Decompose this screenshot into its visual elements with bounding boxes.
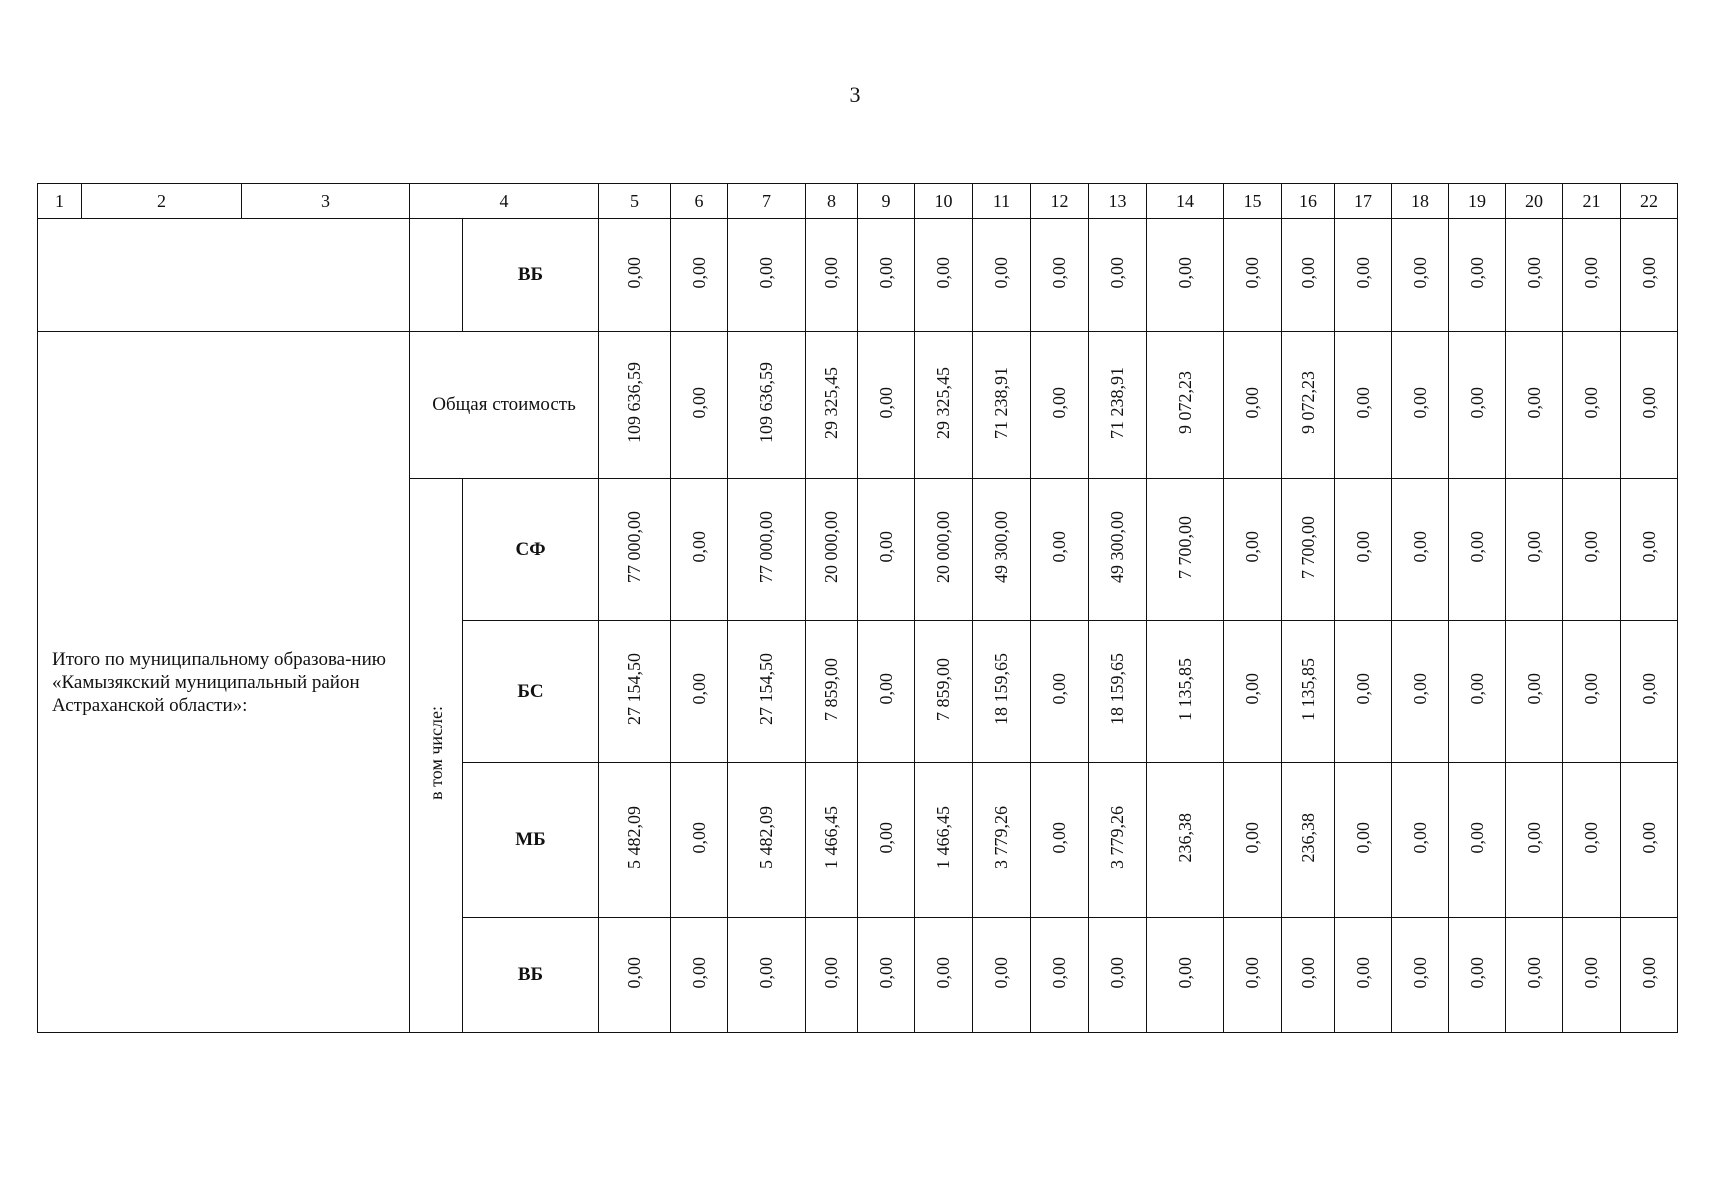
value-text: 0,00 bbox=[1107, 956, 1127, 989]
value-text: 0,00 bbox=[1638, 821, 1659, 854]
header-cell: 22 bbox=[1621, 184, 1678, 219]
value-cell bbox=[1563, 763, 1621, 918]
value-text: 0,00 bbox=[1638, 386, 1659, 419]
value-text: 0,00 bbox=[1466, 386, 1487, 419]
value-text: 0,00 bbox=[1581, 386, 1601, 419]
value-text: 0,00 bbox=[875, 256, 896, 289]
value-cell bbox=[728, 918, 806, 1033]
value-cell bbox=[1031, 332, 1089, 479]
value-cell bbox=[1449, 621, 1506, 763]
value-text: 20 000,00 bbox=[933, 511, 953, 583]
value-cell bbox=[806, 332, 858, 479]
value-text: 0,00 bbox=[688, 956, 709, 989]
value-text: 0,00 bbox=[1242, 256, 1262, 289]
header-cell: 5 bbox=[599, 184, 671, 219]
category-cell: ВБ bbox=[463, 219, 599, 332]
value-text: 0,00 bbox=[688, 531, 709, 563]
value-text: 0,00 bbox=[1523, 821, 1544, 854]
value-cell bbox=[1224, 621, 1282, 763]
budget-table bbox=[37, 183, 1678, 1033]
value-text: 0,00 bbox=[1242, 956, 1262, 989]
value-cell bbox=[1224, 763, 1282, 918]
value-cell bbox=[671, 918, 728, 1033]
category-cell: СФ bbox=[463, 479, 599, 621]
value-cell bbox=[599, 332, 671, 479]
value-text: 5 482,09 bbox=[756, 806, 776, 869]
value-cell bbox=[1282, 219, 1335, 332]
value-cell bbox=[599, 621, 671, 763]
value-text: 0,00 bbox=[1409, 956, 1430, 989]
value-cell bbox=[1282, 479, 1335, 621]
value-text: 0,00 bbox=[1242, 386, 1262, 419]
value-text: 236,38 bbox=[1297, 812, 1318, 863]
value-text: 7 859,00 bbox=[821, 657, 841, 721]
header-cell: 18 bbox=[1392, 184, 1449, 219]
value-cell bbox=[728, 332, 806, 479]
value-text: 0,00 bbox=[1581, 956, 1601, 989]
value-text: 0,00 bbox=[1523, 956, 1544, 989]
value-cell bbox=[728, 621, 806, 763]
value-text: 0,00 bbox=[821, 256, 841, 289]
value-cell bbox=[1621, 219, 1678, 332]
header-cell: 9 bbox=[858, 184, 915, 219]
value-text: 0,00 bbox=[1466, 821, 1487, 854]
value-text: 27 154,50 bbox=[624, 653, 644, 725]
value-cell bbox=[858, 763, 915, 918]
value-cell bbox=[1031, 479, 1089, 621]
value-text: 29 325,45 bbox=[933, 366, 953, 439]
value-text: 0,00 bbox=[1466, 673, 1487, 705]
value-cell bbox=[1282, 918, 1335, 1033]
value-cell bbox=[1563, 332, 1621, 479]
value-cell bbox=[858, 219, 915, 332]
value-text: 0,00 bbox=[1581, 531, 1601, 563]
value-text: 0,00 bbox=[1174, 956, 1195, 989]
value-text: 0,00 bbox=[624, 956, 644, 989]
value-text: 0,00 bbox=[933, 956, 953, 989]
value-text: 0,00 bbox=[1581, 256, 1601, 289]
value-text: 0,00 bbox=[875, 531, 896, 563]
value-cell bbox=[1031, 219, 1089, 332]
value-cell bbox=[599, 763, 671, 918]
value-cell bbox=[671, 219, 728, 332]
value-text: 109 636,59 bbox=[624, 362, 644, 443]
value-text: 0,00 bbox=[1638, 956, 1659, 989]
value-cell bbox=[1282, 621, 1335, 763]
including-text: в том числе: bbox=[425, 706, 446, 800]
empty-cell bbox=[410, 219, 463, 332]
value-text: 0,00 bbox=[875, 956, 896, 989]
value-text: 9 072,23 bbox=[1174, 371, 1195, 434]
value-text: 0,00 bbox=[1523, 386, 1544, 419]
value-text: 3 779,26 bbox=[991, 806, 1011, 869]
value-text: 0,00 bbox=[1107, 256, 1127, 289]
value-cell bbox=[1392, 332, 1449, 479]
value-text: 0,00 bbox=[1523, 256, 1544, 289]
value-text: 0,00 bbox=[991, 256, 1011, 289]
value-cell bbox=[1563, 918, 1621, 1033]
value-text: 49 300,00 bbox=[1107, 511, 1127, 583]
value-cell bbox=[973, 332, 1031, 479]
value-cell bbox=[1335, 479, 1392, 621]
value-cell bbox=[671, 621, 728, 763]
value-text: 0,00 bbox=[1466, 531, 1487, 563]
value-text: 0,00 bbox=[1049, 531, 1069, 563]
value-cell bbox=[1224, 219, 1282, 332]
value-text: 0,00 bbox=[1352, 256, 1373, 289]
header-cell: 14 bbox=[1147, 184, 1224, 219]
value-text: 1 135,85 bbox=[1297, 657, 1318, 721]
value-text: 5 482,09 bbox=[624, 806, 644, 869]
value-cell bbox=[1621, 332, 1678, 479]
value-cell bbox=[599, 479, 671, 621]
value-text: 0,00 bbox=[1297, 256, 1318, 289]
value-text: 0,00 bbox=[1174, 256, 1195, 289]
header-cell: 7 bbox=[728, 184, 806, 219]
value-text: 77 000,00 bbox=[756, 511, 776, 583]
value-cell bbox=[806, 918, 858, 1033]
value-cell bbox=[1449, 479, 1506, 621]
value-text: 0,00 bbox=[688, 821, 709, 854]
value-cell bbox=[915, 332, 973, 479]
value-text: 27 154,50 bbox=[756, 653, 776, 725]
value-cell bbox=[1089, 219, 1147, 332]
value-text: 9 072,23 bbox=[1297, 371, 1318, 434]
row-vb-top bbox=[38, 219, 1678, 332]
header-cell: 16 bbox=[1282, 184, 1335, 219]
value-text: 0,00 bbox=[624, 256, 644, 289]
value-text: 0,00 bbox=[821, 956, 841, 989]
header-cell: 21 bbox=[1563, 184, 1621, 219]
value-text: 0,00 bbox=[1638, 531, 1659, 563]
header-cell: 10 bbox=[915, 184, 973, 219]
value-text: 18 159,65 bbox=[991, 653, 1011, 725]
value-text: 0,00 bbox=[1409, 673, 1430, 705]
header-cell: 12 bbox=[1031, 184, 1089, 219]
value-text: 71 238,91 bbox=[991, 366, 1011, 439]
header-cell: 8 bbox=[806, 184, 858, 219]
value-text: 18 159,65 bbox=[1107, 653, 1127, 725]
value-cell bbox=[915, 763, 973, 918]
value-cell bbox=[1449, 332, 1506, 479]
value-cell bbox=[858, 332, 915, 479]
value-cell bbox=[915, 479, 973, 621]
value-cell bbox=[1147, 918, 1224, 1033]
value-cell bbox=[671, 479, 728, 621]
value-cell bbox=[1335, 918, 1392, 1033]
value-cell bbox=[1089, 332, 1147, 479]
value-cell bbox=[1089, 918, 1147, 1033]
value-text: 0,00 bbox=[1049, 256, 1069, 289]
municipality-label: Итого по муниципальному образова-нию «Камызякский муниципальный район Астраханской области»: bbox=[38, 332, 410, 1033]
category-cell: ВБ bbox=[463, 918, 599, 1033]
value-cell bbox=[1392, 763, 1449, 918]
value-text: 109 636,59 bbox=[756, 362, 776, 443]
value-text: 0,00 bbox=[1409, 386, 1430, 419]
value-cell bbox=[1621, 918, 1678, 1033]
header-cell: 1 bbox=[38, 184, 82, 219]
header-cell: 17 bbox=[1335, 184, 1392, 219]
including-label bbox=[410, 479, 463, 1033]
value-text: 7 700,00 bbox=[1174, 515, 1195, 579]
value-text: 0,00 bbox=[1352, 386, 1373, 419]
value-text: 0,00 bbox=[875, 386, 896, 419]
value-text: 20 000,00 bbox=[821, 511, 841, 583]
value-text: 0,00 bbox=[1352, 673, 1373, 705]
value-text: 1 135,85 bbox=[1174, 657, 1195, 721]
value-cell bbox=[1506, 219, 1563, 332]
value-cell bbox=[1224, 332, 1282, 479]
value-text: 0,00 bbox=[756, 956, 776, 989]
value-text: 0,00 bbox=[1581, 673, 1601, 705]
value-cell bbox=[1147, 621, 1224, 763]
value-text: 0,00 bbox=[1466, 956, 1487, 989]
value-cell bbox=[671, 763, 728, 918]
value-cell bbox=[915, 621, 973, 763]
header-row bbox=[38, 184, 1678, 219]
value-text: 0,00 bbox=[1242, 673, 1262, 705]
value-cell bbox=[1506, 479, 1563, 621]
empty-name-cell bbox=[38, 219, 410, 332]
value-text: 77 000,00 bbox=[624, 511, 644, 583]
value-cell bbox=[1563, 219, 1621, 332]
value-text: 0,00 bbox=[1466, 256, 1487, 289]
value-cell bbox=[973, 219, 1031, 332]
value-text: 0,00 bbox=[1352, 531, 1373, 563]
value-text: 0,00 bbox=[688, 386, 709, 419]
value-cell bbox=[858, 918, 915, 1033]
value-cell bbox=[1392, 219, 1449, 332]
value-text: 1 466,45 bbox=[821, 806, 841, 869]
value-text: 236,38 bbox=[1174, 812, 1195, 863]
value-cell bbox=[1335, 219, 1392, 332]
header-cell: 3 bbox=[242, 184, 410, 219]
value-cell bbox=[1147, 332, 1224, 479]
value-text: 0,00 bbox=[756, 256, 776, 289]
value-cell bbox=[973, 763, 1031, 918]
value-cell bbox=[1449, 763, 1506, 918]
value-cell bbox=[1031, 763, 1089, 918]
value-cell bbox=[1335, 332, 1392, 479]
value-text: 0,00 bbox=[991, 956, 1011, 989]
value-text: 0,00 bbox=[933, 256, 953, 289]
value-cell bbox=[1224, 918, 1282, 1033]
value-text: 7 859,00 bbox=[933, 657, 953, 721]
value-cell bbox=[599, 219, 671, 332]
value-cell bbox=[1506, 918, 1563, 1033]
value-cell bbox=[1392, 479, 1449, 621]
value-cell bbox=[728, 479, 806, 621]
value-text: 7 700,00 bbox=[1297, 515, 1318, 579]
value-cell bbox=[1089, 763, 1147, 918]
value-cell bbox=[973, 621, 1031, 763]
value-text: 0,00 bbox=[1297, 956, 1318, 989]
value-text: 0,00 bbox=[1409, 256, 1430, 289]
value-text: 1 466,45 bbox=[933, 806, 953, 869]
value-text: 0,00 bbox=[1049, 386, 1069, 419]
value-text: 0,00 bbox=[1049, 821, 1069, 854]
value-cell bbox=[1089, 479, 1147, 621]
value-cell bbox=[728, 219, 806, 332]
header-cell: 2 bbox=[82, 184, 242, 219]
value-cell bbox=[671, 332, 728, 479]
value-text: 0,00 bbox=[1523, 531, 1544, 563]
value-text: 0,00 bbox=[688, 673, 709, 705]
header-cell: 19 bbox=[1449, 184, 1506, 219]
value-text: 3 779,26 bbox=[1107, 806, 1127, 869]
value-text: 0,00 bbox=[1409, 821, 1430, 854]
value-cell bbox=[1031, 621, 1089, 763]
header-cell: 6 bbox=[671, 184, 728, 219]
value-cell bbox=[1506, 763, 1563, 918]
value-text: 0,00 bbox=[1049, 673, 1069, 705]
value-text: 0,00 bbox=[1409, 531, 1430, 563]
value-cell bbox=[1392, 621, 1449, 763]
value-cell bbox=[915, 918, 973, 1033]
value-cell bbox=[1147, 763, 1224, 918]
value-cell bbox=[1031, 918, 1089, 1033]
value-text: 0,00 bbox=[1352, 956, 1373, 989]
value-cell bbox=[806, 479, 858, 621]
value-cell bbox=[806, 763, 858, 918]
header-cell: 4 bbox=[410, 184, 599, 219]
row-total bbox=[38, 332, 1678, 479]
value-text: 0,00 bbox=[1523, 673, 1544, 705]
value-cell bbox=[1621, 763, 1678, 918]
value-cell bbox=[1335, 763, 1392, 918]
value-text: 0,00 bbox=[1049, 956, 1069, 989]
header-cell: 13 bbox=[1089, 184, 1147, 219]
value-cell bbox=[1621, 479, 1678, 621]
header-cell: 11 bbox=[973, 184, 1031, 219]
value-text: 0,00 bbox=[1638, 256, 1659, 289]
page-number: 3 bbox=[849, 82, 861, 107]
value-cell bbox=[858, 479, 915, 621]
value-cell bbox=[728, 763, 806, 918]
value-text: 71 238,91 bbox=[1107, 366, 1127, 439]
value-text: 0,00 bbox=[875, 673, 896, 705]
value-cell bbox=[915, 219, 973, 332]
value-cell bbox=[1392, 918, 1449, 1033]
value-cell bbox=[973, 479, 1031, 621]
category-cell: БС bbox=[463, 621, 599, 763]
value-cell bbox=[1282, 332, 1335, 479]
value-cell bbox=[858, 621, 915, 763]
value-text: 0,00 bbox=[1242, 531, 1262, 563]
value-cell bbox=[599, 918, 671, 1033]
category-cell: МБ bbox=[463, 763, 599, 918]
header-cell: 20 bbox=[1506, 184, 1563, 219]
value-cell bbox=[1335, 621, 1392, 763]
total-cost-label: Общая стоимость bbox=[410, 332, 599, 479]
value-cell bbox=[1563, 479, 1621, 621]
value-cell bbox=[1224, 479, 1282, 621]
value-cell bbox=[1449, 219, 1506, 332]
value-cell bbox=[1282, 763, 1335, 918]
value-cell bbox=[1563, 621, 1621, 763]
value-text: 0,00 bbox=[1581, 821, 1601, 854]
value-cell bbox=[1621, 621, 1678, 763]
value-cell bbox=[1089, 621, 1147, 763]
header-cell: 15 bbox=[1224, 184, 1282, 219]
value-cell bbox=[1506, 332, 1563, 479]
value-text: 29 325,45 bbox=[821, 366, 841, 439]
value-text: 0,00 bbox=[1352, 821, 1373, 854]
value-cell bbox=[806, 219, 858, 332]
value-cell bbox=[806, 621, 858, 763]
value-text: 0,00 bbox=[1638, 673, 1659, 705]
value-cell bbox=[1506, 621, 1563, 763]
value-cell bbox=[1147, 479, 1224, 621]
value-text: 0,00 bbox=[875, 821, 896, 854]
value-text: 0,00 bbox=[688, 256, 709, 289]
value-cell bbox=[1449, 918, 1506, 1033]
value-cell bbox=[973, 918, 1031, 1033]
value-cell bbox=[1147, 219, 1224, 332]
value-text: 49 300,00 bbox=[991, 511, 1011, 583]
value-text: 0,00 bbox=[1242, 821, 1262, 854]
